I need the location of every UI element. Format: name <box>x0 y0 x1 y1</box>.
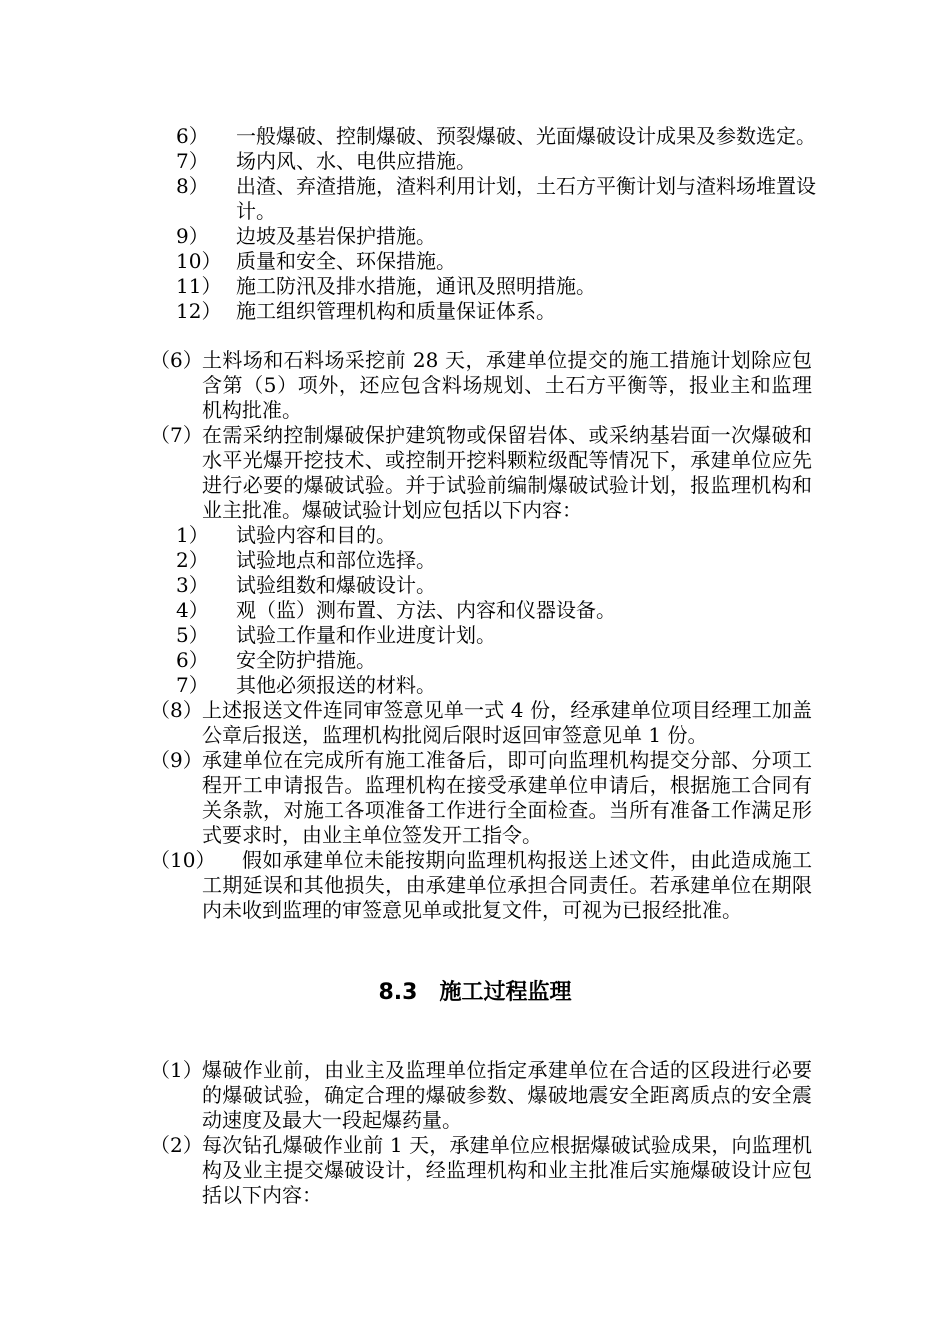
item-number: 12） <box>176 299 222 323</box>
item-text: 试验组数和爆破设计。 <box>236 573 436 597</box>
item-text: 边坡及基岩保护措施。 <box>236 224 436 248</box>
item-number: 7） <box>176 673 209 697</box>
list-item <box>0 249 950 274</box>
list-item <box>0 648 950 673</box>
list-item <box>0 573 950 598</box>
item-number: 7） <box>176 149 209 173</box>
item-number: 1） <box>176 523 209 547</box>
item-text: 场内风、水、电供应措施。 <box>236 149 476 173</box>
paragraph-10 <box>0 848 950 923</box>
item-text: 其他必须报送的材料。 <box>236 673 436 697</box>
paragraph-number: （7） <box>150 423 203 447</box>
item-number: 11） <box>176 274 222 298</box>
list-item <box>0 274 950 299</box>
section-number: 8.3 <box>378 980 418 1005</box>
paragraph-number: （8） <box>150 698 203 722</box>
section-heading <box>0 978 950 1008</box>
paragraph-9 <box>0 748 950 848</box>
paragraph-7 <box>0 423 950 523</box>
item-number: 8） <box>176 174 209 198</box>
paragraph-text: 承建单位在完成所有施工准备后，即可向监理机构提交分部、分项工程开工申请报告。监理机构在接受承建单位申请后，根据施工合同有关条款，对施工各项准备工作进行全面检查。当所有准备工作满足形式要求时，由业主单位签发开工指令。 <box>202 748 812 847</box>
paragraph-6 <box>0 348 950 423</box>
item-number: 3） <box>176 573 209 597</box>
paragraph-number: （1） <box>150 1058 203 1082</box>
list-item <box>0 523 950 548</box>
section-paragraph-2 <box>0 1133 950 1208</box>
paragraph-number: （2） <box>150 1133 203 1157</box>
item-number: 6） <box>176 124 209 148</box>
list-item <box>0 174 950 224</box>
paragraph-text: 每次钻孔爆破作业前 1 天，承建单位应根据爆破试验成果，向监理机构及业主提交爆破设计，经监理机构和业主批准后实施爆破设计应包括以下内容： <box>202 1133 812 1207</box>
item-text: 出渣、弃渣措施，渣料利用计划，土石方平衡计划与渣料场堆置设计。 <box>236 174 816 223</box>
item-text: 质量和安全、环保措施。 <box>236 249 456 273</box>
section-paragraph-1 <box>0 1058 950 1133</box>
item-number: 10） <box>176 249 222 273</box>
item-text: 安全防护措施。 <box>236 648 376 672</box>
list-item <box>0 598 950 623</box>
list-blasting-test-plan <box>0 523 950 698</box>
item-number: 4） <box>176 598 209 622</box>
list-item <box>0 224 950 249</box>
paragraph-number: （9） <box>150 748 203 772</box>
item-number: 6） <box>176 648 209 672</box>
list-item <box>0 623 950 648</box>
paragraph-text: 上述报送文件连同审签意见单一式 4 份，经承建单位项目经理工加盖公章后报送，监理机构批阅后限时返回审签意见单 1 份。 <box>202 698 812 747</box>
item-text: 试验内容和目的。 <box>236 523 396 547</box>
list-item <box>0 149 950 174</box>
item-text: 观（监）测布置、方法、内容和仪器设备。 <box>236 598 616 622</box>
item-number: 5） <box>176 623 209 647</box>
paragraph-number: （6） <box>150 348 203 372</box>
section-title: 施工过程监理 <box>439 980 572 1005</box>
list-construction-measures <box>0 124 950 324</box>
paragraph-text: 假如承建单位未能按期向监理机构报送上述文件，由此造成施工工期延误和其他损失，由承建单位承担合同责任。若承建单位在期限内未收到监理的审签意见单或批复文件，可视为已报经批准。 <box>202 848 812 922</box>
item-text: 试验工作量和作业进度计划。 <box>236 623 496 647</box>
item-text: 试验地点和部位选择。 <box>236 548 436 572</box>
list-item <box>0 673 950 698</box>
item-number: 2） <box>176 548 209 572</box>
item-number: 9） <box>176 224 209 248</box>
paragraph-text: 在需采纳控制爆破保护建筑物或保留岩体、或采纳基岩面一次爆破和水平光爆开挖技术、或控制开挖料颗粒级配等情况下，承建单位应先进行必要的爆破试验。并于试验前编制爆破试验计划，报监理机构和业主批准。爆破试验计划应包括以下内容： <box>202 423 812 522</box>
paragraph-8 <box>0 698 950 748</box>
list-item <box>0 548 950 573</box>
paragraph-text: 土料场和石料场采挖前 28 天，承建单位提交的施工措施计划除应包含第（5）项外，还应包含料场规划、土石方平衡等，报业主和监理机构批准。 <box>202 348 812 422</box>
item-text: 施工组织管理机构和质量保证体系。 <box>236 299 556 323</box>
paragraph-text: 爆破作业前，由业主及监理单位指定承建单位在合适的区段进行必要的爆破试验，确定合理的爆破参数、爆破地震安全距离质点的安全震动速度及最大一段起爆药量。 <box>202 1058 812 1132</box>
paragraph-number: （10） <box>150 848 216 872</box>
list-item <box>0 299 950 324</box>
item-text: 施工防汛及排水措施，通讯及照明措施。 <box>236 274 596 298</box>
list-item <box>0 124 950 149</box>
item-text: 一般爆破、控制爆破、预裂爆破、光面爆破设计成果及参数选定。 <box>236 124 816 148</box>
